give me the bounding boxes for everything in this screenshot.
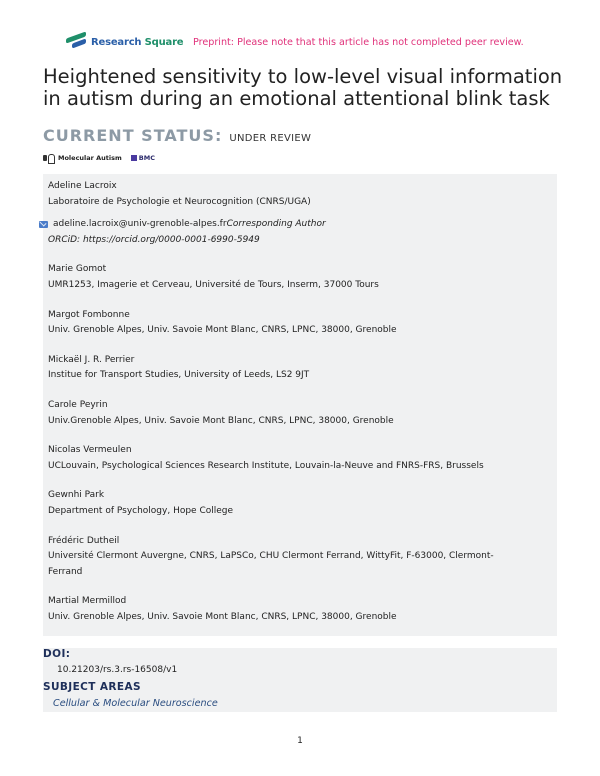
author-affiliation: Institue for Transport Studies, University of Leeds, LS2 9JT (48, 370, 310, 381)
author-affiliation: Univ. Grenoble Alpes, Univ. Savoie Mont Blanc, CNRS, LPNC, 38000, Grenoble (48, 611, 397, 622)
author-name: Mickaël J. R. Perrier (48, 354, 135, 365)
author-name: Nicolas Vermeulen (48, 445, 132, 456)
publisher-name: BMC (138, 154, 155, 162)
doi-section (43, 648, 557, 712)
research-square-logo[interactable] (66, 34, 183, 50)
author-name: Martial Mermillod (48, 596, 127, 607)
author-item (48, 262, 557, 293)
status-label: CURRENT STATUS: (43, 126, 223, 145)
doi-label: DOI: (43, 648, 71, 660)
author-item (48, 308, 557, 339)
author-affiliation: Univ. Grenoble Alpes, Univ. Savoie Mont Blanc, CNRS, LPNC, 38000, Grenoble (48, 325, 397, 336)
author-name: Margot Fombonne (48, 309, 130, 320)
bmc-icon (131, 155, 137, 161)
author-name: Carole Peyrin (48, 399, 108, 410)
author-affiliation: Univ.Grenoble Alpes, Univ. Savoie Mont Blanc, CNRS, LPNC, 38000, Grenoble (48, 415, 394, 426)
author-affiliation: UMR1253, Imagerie et Cerveau, Université de Tours, Inserm, 37000 Tours (48, 279, 379, 290)
mail-icon (39, 221, 48, 228)
current-status (43, 126, 311, 145)
author-list (43, 174, 557, 636)
author-item (48, 179, 557, 210)
author-affiliation: Université Clermont Auvergne, CNRS, LaPSCo, CHU Clermont Ferrand, WittyFit, F-63000, Clermont- (48, 551, 494, 562)
author-item (48, 594, 557, 625)
author-affiliation: Laboratoire de Psychologie et Neurocognition (CNRS/UGA) (48, 196, 311, 207)
author-item (48, 398, 557, 429)
page-number: 1 (297, 736, 303, 746)
corresponding-email-row (48, 217, 557, 233)
author-item (48, 534, 557, 581)
corresponding-note: Corresponding Author (226, 219, 326, 230)
journal-name: Molecular Autism (58, 154, 122, 162)
page-header (66, 34, 546, 54)
subject-areas-label: SUBJECT AREAS (43, 681, 141, 693)
author-name: Adeline Lacroix (48, 181, 117, 191)
author-affiliation-cont: Ferrand (48, 566, 83, 577)
orcid-link[interactable]: ORCiD: https://orcid.org/0000-0001-6990-5949 (48, 234, 260, 245)
research-square-logo-icon (66, 34, 88, 50)
author-name: Frédéric Dutheil (48, 535, 120, 546)
logo-text: Research Square (91, 36, 184, 48)
corresponding-email[interactable]: adeline.lacroix@univ-grenoble-alpes.fr (53, 219, 227, 230)
preprint-notice: Preprint: Please note that this article has not completed peer review. (193, 37, 524, 48)
author-affiliation: Department of Psychology, Hope College (48, 505, 234, 516)
subject-area-link[interactable]: Cellular & Molecular Neuroscience (53, 698, 218, 709)
author-affiliation: UCLouvain, Psychological Sciences Research Institute, Louvain-la-Neuve and FNRS-FRS, Brussels (48, 460, 484, 471)
author-name: Marie Gomot (48, 264, 107, 275)
author-item (48, 353, 557, 384)
author-name: Gewnhi Park (48, 490, 105, 501)
status-value: UNDER REVIEW (229, 133, 312, 144)
doi-link[interactable]: 10.21203/rs.3.rs-16508/v1 (57, 665, 178, 675)
author-item (48, 488, 557, 519)
article-title: Heightened sensitivity to low-level visual information in autism during an emotional attentional blink task (43, 65, 563, 110)
molecular-autism-icon (43, 154, 54, 162)
journal-badge (43, 154, 155, 162)
author-item (48, 443, 557, 474)
